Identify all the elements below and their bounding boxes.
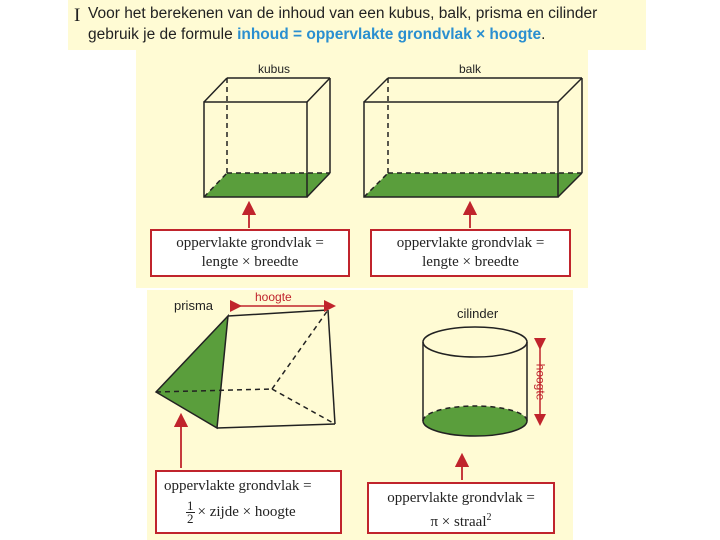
instruction-line-1: Voor het berekenen van de inhoud van een kubus, balk, prisma en cilinder <box>88 5 598 22</box>
prism-formula-box <box>155 470 342 534</box>
prism-figure <box>156 310 335 428</box>
cylinder-formula-line-2: π × straal$^2$ <box>430 512 492 530</box>
cube-label: kubus <box>258 62 291 76</box>
box-figure <box>364 78 582 197</box>
cube-formula-line-2: lengte × breedte <box>201 254 299 270</box>
cube-formula-box <box>150 229 350 277</box>
prism-height-label: hoogte <box>255 290 292 304</box>
cylinder-formula-box <box>367 482 555 534</box>
volume-formula: inhoud = oppervlakte grondvlak × hoogte <box>237 26 542 43</box>
instruction-prefix: gebruik je de formule <box>88 26 238 43</box>
prism-base-fill <box>156 316 228 428</box>
item-number: I <box>74 5 81 26</box>
box-formula-line-2: lengte × breedte <box>422 254 519 270</box>
box-label: balk <box>459 62 482 76</box>
cube-figure <box>204 78 330 197</box>
prism-formula-line-1: oppervlakte grondvlak = <box>164 478 312 494</box>
cylinder-label: cilinder <box>457 306 499 321</box>
cylinder-figure <box>423 327 527 436</box>
cylinder-formula-line-1: oppervlakte grondvlak = <box>387 490 535 506</box>
box-formula-box <box>370 229 571 277</box>
one-half-fraction: $\frac{1}{2}$ <box>187 498 194 526</box>
cylinder-height-label: hoogte <box>533 363 548 401</box>
box-base-fill <box>364 173 582 197</box>
instruction-suffix: . <box>541 26 546 43</box>
prism-formula-line-2: $\frac{1}{2}$ × zijde × hoogte <box>187 498 296 526</box>
cube-formula-line-1: oppervlakte grondvlak = <box>176 235 324 251</box>
prism-label: prisma <box>174 298 214 313</box>
box-formula-line-1: oppervlakte grondvlak = <box>396 235 545 251</box>
